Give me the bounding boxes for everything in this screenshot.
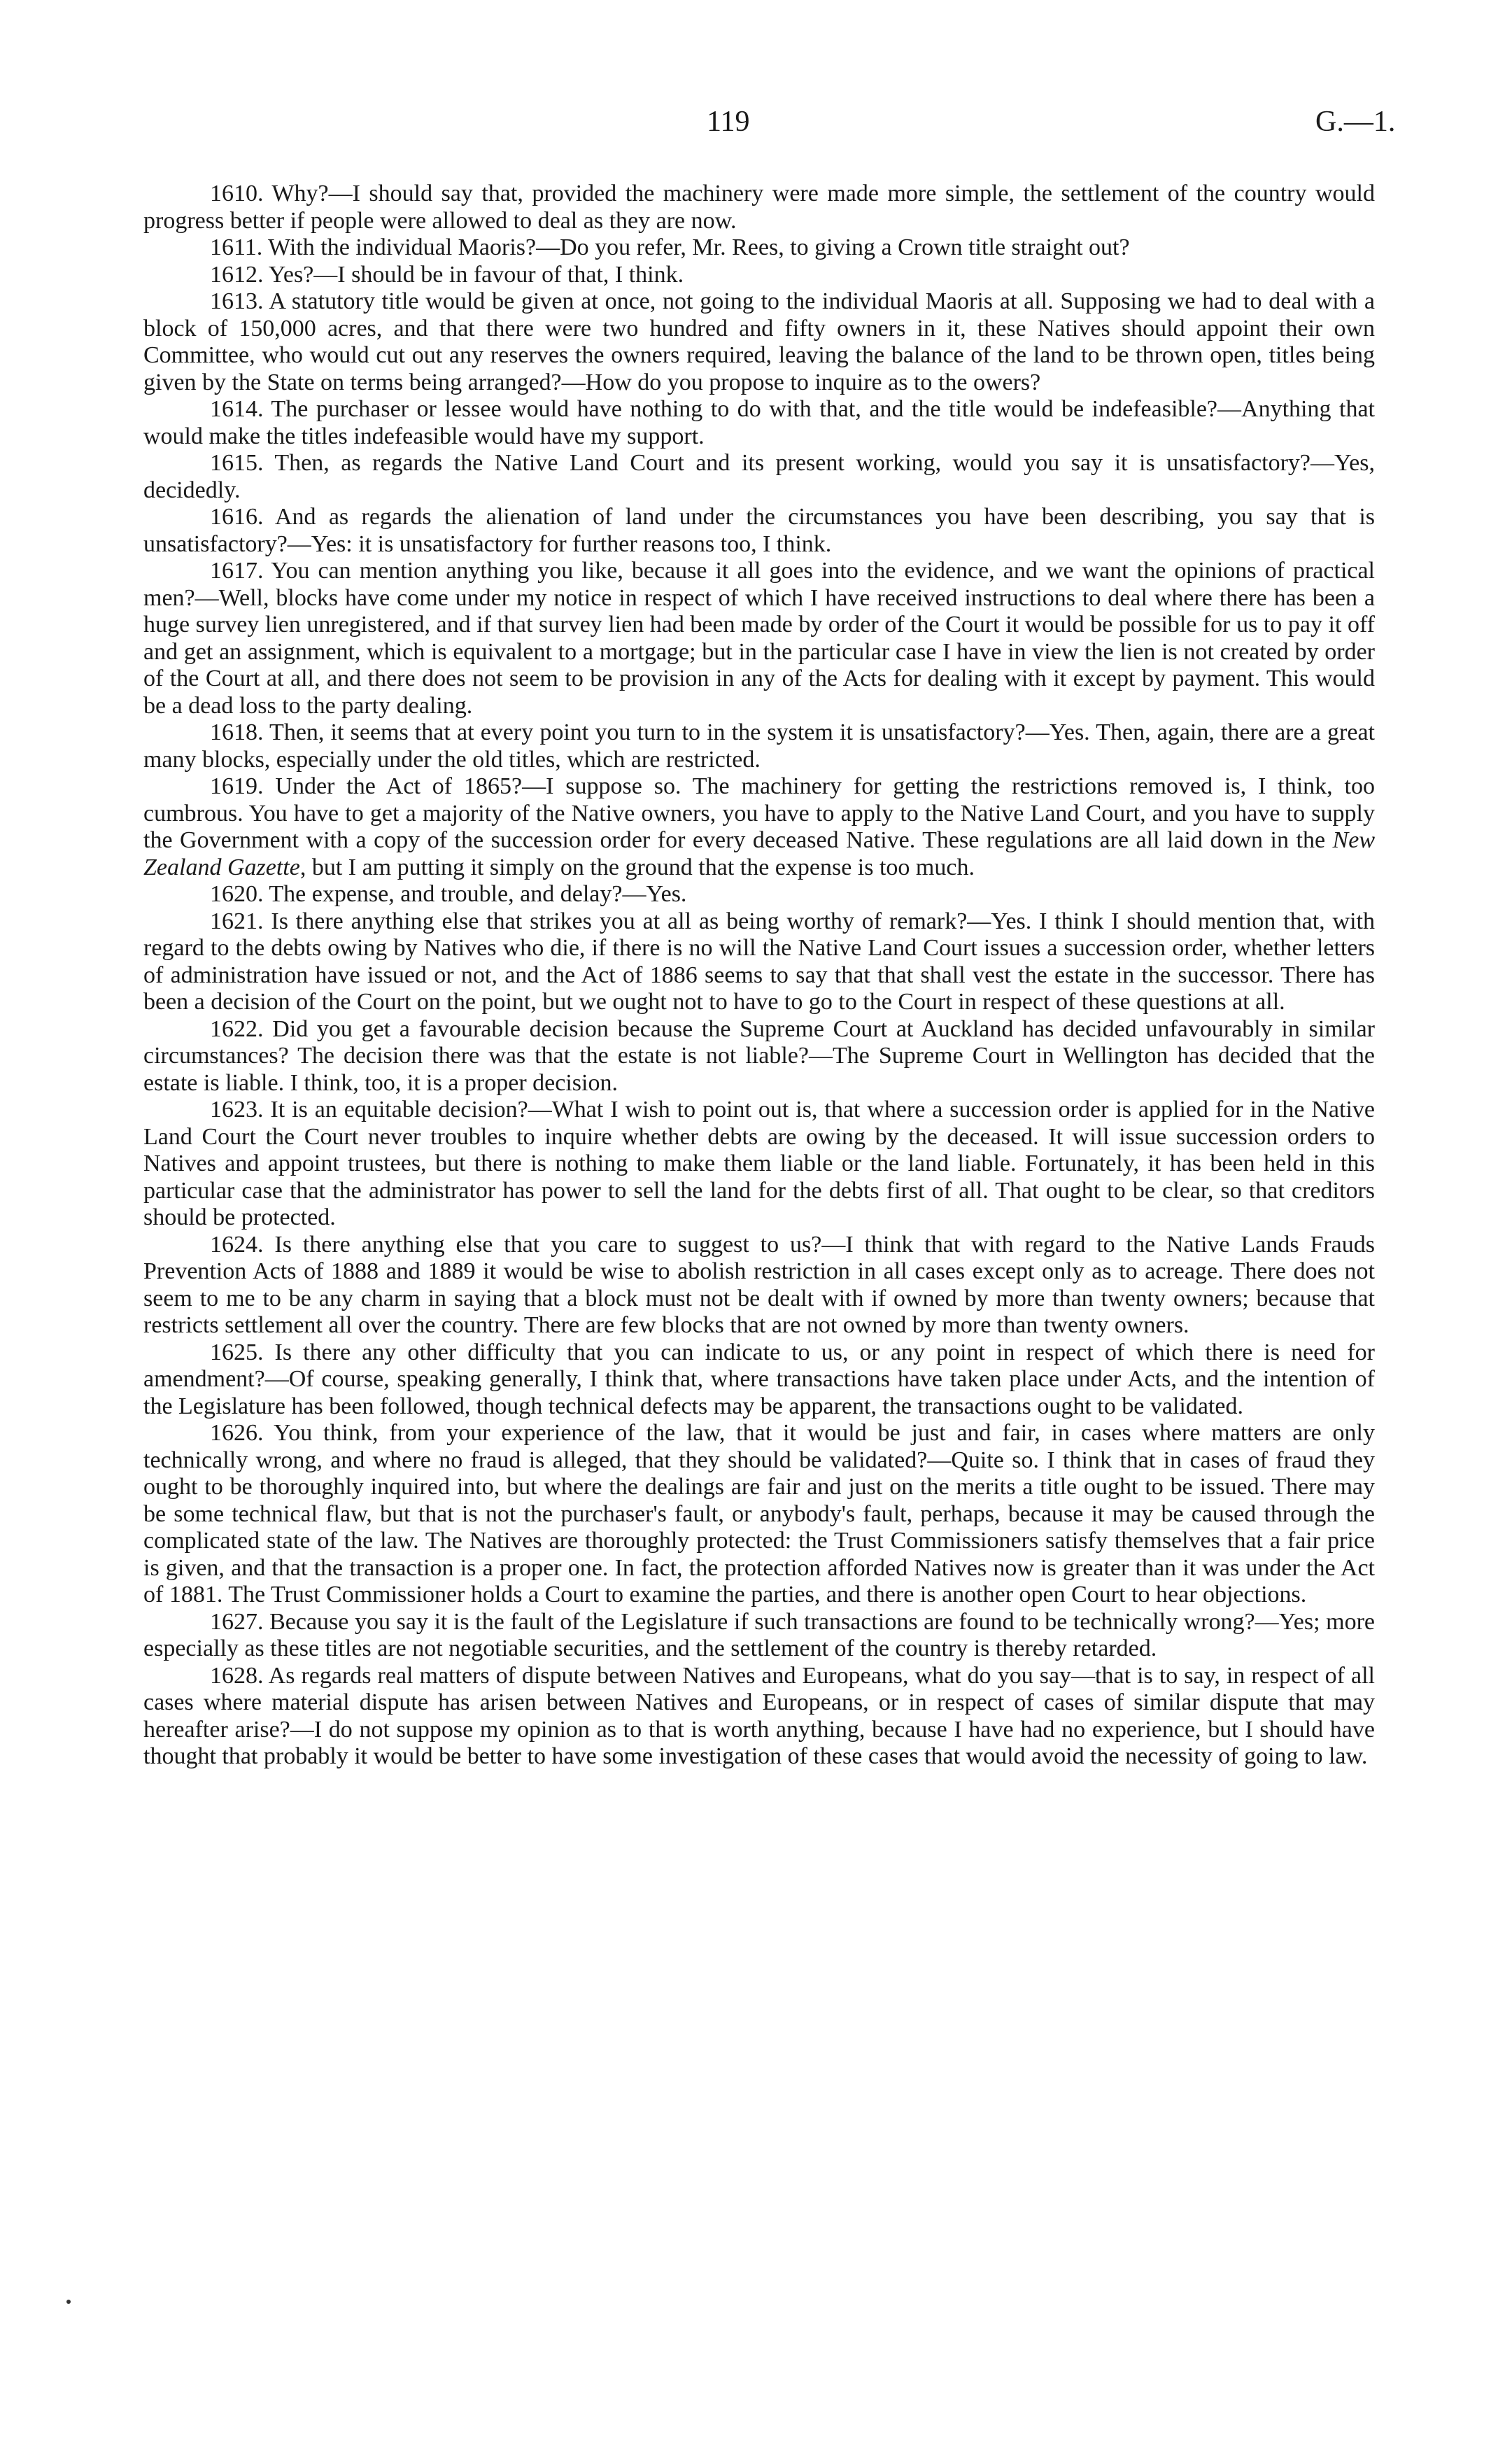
question-number: 1616. [210,504,264,530]
testimony-paragraph [143,1663,1375,1771]
paragraph-text: Yes?—I should be in favour of that, I think. [263,261,684,288]
question-number: 1628. [210,1662,264,1689]
question-number: 1624. [210,1231,264,1258]
testimony-paragraph [143,1420,1375,1609]
testimony-paragraph [143,288,1375,396]
question-number: 1614. [210,396,264,422]
paragraph-text: Because you say it is the fault of the Legislature if such transactions are found to be technically wrong?—Yes; more especially as these titles are not negotiable securities, and the settlement of the country is thereby retarded. [143,1608,1375,1661]
paragraph-text: Is there any other difficulty that you can indicate to us, or any point in respect of which there is need for amendment?—Of course, speaking generally, I think that, where transactions have taken place under Acts, and the intention of the Legislature has been followed, though technical defects may be apparent, the transactions ought to be validated. [143,1339,1375,1419]
paragraph-text: As regards real matters of dispute between Natives and Europeans, what do you say—that is to say, in respect of all cases where material dispute has arisen between Natives and Europeans, or in respect of cases of similar dispute that may hereafter arise?—I do not suppose my opinion as to that is worth anything, because I have had no experience, but I should have thought that probably it would be better to have some investigation of these cases that would avoid the necessity of going to law. [143,1662,1375,1769]
testimony-paragraph [143,773,1375,881]
question-number: 1611. [210,234,263,260]
question-number: 1622. [210,1015,264,1042]
question-number: 1621. [210,908,264,934]
paragraph-text: The purchaser or lessee would have nothing to do with that, and the title would be indefeasible?—Anything that would make the titles indefeasible would have my support. [143,396,1375,449]
question-number: 1619. [210,773,264,799]
paragraph-text: It is an equitable decision?—What I wish to point out is, that where a succession order is applied for in the Native Land Court the Court never troubles to inquire whether debts are owing by the deceased. It will issue succession orders to Natives and appoint trustees, but there is nothing to make them liable or the land liable. Fortunately, it has been held in this particular case that the administrator has power to sell the land for the debts first of all. That ought to be clear, so that creditors should be protected. [143,1097,1375,1230]
paragraph-text: And as regards the alienation of land under the circumstances you have been describing, you say that is unsatisfactory?—Yes: it is unsatisfactory for further reasons too, I think. [143,504,1375,557]
paragraph-text-tail: , but I am putting it simply on the ground that the expense is too much. [299,854,975,880]
paragraph-text: You can mention anything you like, because it all goes into the evidence, and we want the opinions of practical men?—Well, blocks have come under my notice in respect of which I have received instructions to deal where there has been a huge survey lien unregistered, and if that survey lien had been made by order of the Court it would be possible for us to pay it off and get an assignment, which is equivalent to a mortgage; but in the particular case I have in view the lien is not created by order of the Court at all, and there does not seem to be provision in any of the Acts for dealing with it except by payment. This would be a dead loss to the party dealing. [143,558,1375,719]
paragraph-text: Under the Act of 1865?—I suppose so. The machinery for getting the restrictions removed is, I think, too cumbrous. You have to get a majority of the Native owners, you have to apply to the Native Land Court, and you have to supply the Government with a copy of the succession order for every deceased Native. These regulations are all laid down in the [143,773,1375,853]
testimony-paragraph [143,1232,1375,1339]
testimony-paragraph [143,881,1375,908]
document-code: G.—1. [1315,106,1396,138]
paragraph-text: Did you get a favourable decision because the Supreme Court at Auckland has decided unfavourably in similar circumstances? The decision there was that the estate is not liable?—The Supreme Court in Wellington has decided that the estate is liable. I think, too, it is a proper decision. [143,1015,1375,1096]
paragraph-text: Is there anything else that you care to suggest to us?—I think that with regard to the Native Lands Frauds Prevention Acts of 1888 and 1889 it would be wise to abolish restriction in all cases except only as to acreage. There does not seem to me to be any charm in saying that a block must not be dealt with if owned by more than twenty owners; because that restricts settlement all over the country. There are few blocks that are not owned by more than twenty owners. [143,1231,1375,1338]
testimony-paragraph [143,908,1375,1016]
question-number: 1627. [210,1608,264,1635]
paragraph-text: Why?—I should say that, provided the machinery were made more simple, the settlement of the country would progress better if people were allowed to deal as they are now. [143,181,1375,234]
question-number: 1620. [210,881,264,907]
paragraph-text: Then, as regards the Native Land Court and its present working, would you say it is unsatisfactory?—Yes, decidedly. [143,450,1375,503]
testimony-paragraph [143,1016,1375,1097]
question-number: 1626. [210,1420,264,1446]
testimony-paragraph [143,719,1375,773]
gazette-title: New Zealand Gazette [143,827,1375,880]
testimony-paragraph [143,262,1375,289]
paragraph-text: You think, from your experience of the law, that it would be just and fair, in cases where matters are only technically wrong, and where no fraud is alleged, that they should be validated?—Quite so. I think that in cases of fraud they ought to be thoroughly inquired into, but where the dealings are fair and just on the merits a title ought to be issued. There may be some technical flaw, but that is not the purchaser's fault, or anybody's fault, perhaps, because it may be caused through the complicated state of the law. The Natives are thoroughly protected: the Trust Commissioners satisfy themselves that a fair price is given, and that the transaction is a proper one. In fact, the protection afforded Natives now is greater than it was under the Act of 1881. The Trust Commissioner holds a Court to examine the parties, and there is another open Court to hear objections. [143,1420,1375,1608]
question-number: 1612. [210,261,264,288]
testimony-body [143,181,1375,1771]
page-header [0,105,1512,154]
margin-dot [66,2300,71,2304]
page-number: 119 [707,106,750,138]
question-number: 1618. [210,719,264,745]
question-number: 1617. [210,558,264,584]
testimony-paragraph [143,234,1375,262]
testimony-paragraph [143,450,1375,504]
testimony-paragraph [143,1609,1375,1663]
paragraph-text: With the individual Maoris?—Do you refer, Mr. Rees, to giving a Crown title straight out? [262,234,1130,260]
testimony-paragraph [143,504,1375,558]
testimony-paragraph [143,558,1375,719]
testimony-paragraph [143,181,1375,234]
paragraph-text: Then, it seems that at every point you turn to in the system it is unsatisfactory?—Yes. Then, again, there are a great many blocks, especially under the old titles, which are restricted. [143,719,1375,773]
paragraph-text: A statutory title would be given at once, not going to the individual Maoris at all. Supposing we had to deal with a block of 150,000 acres, and that there were two hundred and fifty owners in it, these Natives should appoint their own Committee, who would cut out any reserves the owners required, leaving the balance of the land to be thrown open, titles being given by the State on terms being arranged?—How do you propose to inquire as to the owers? [143,288,1375,395]
question-number: 1610. [210,181,264,206]
question-number: 1623. [210,1097,264,1123]
question-number: 1615. [210,450,264,476]
testimony-paragraph [143,1097,1375,1232]
question-number: 1625. [210,1339,264,1365]
paragraph-text: The expense, and trouble, and delay?—Yes. [263,881,687,907]
testimony-paragraph [143,396,1375,450]
testimony-paragraph [143,1339,1375,1421]
paragraph-text: Is there anything else that strikes you at all as being worthy of remark?—Yes. I think I should mention that, with regard to the debts owing by Natives who die, if there is no will the Native Land Court issues a succession order, whether letters of administration have issued or not, and the Act of 1886 seems to say that that shall vest the estate in the successor. There has been a decision of the Court on the point, but we ought not to have to go to the Court in respect of these questions at all. [143,908,1375,1015]
question-number: 1613. [210,288,264,314]
